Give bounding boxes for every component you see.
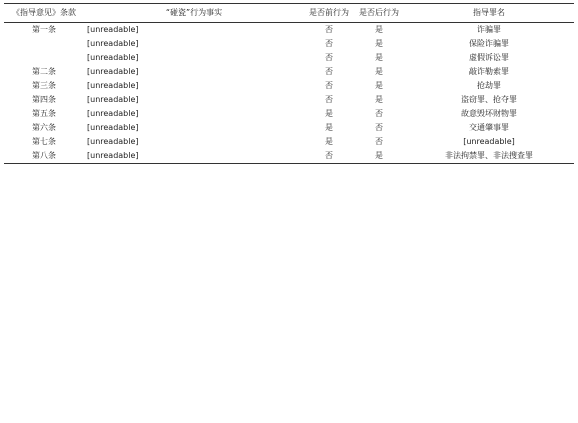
row-fact: [unreadable]	[87, 109, 139, 118]
table-row	[4, 107, 574, 121]
row-prior: 是	[325, 123, 333, 132]
article-table	[4, 3, 574, 164]
row-article: 第六条	[32, 123, 56, 132]
row-article: 第八条	[32, 151, 56, 160]
row-subsequent: 是	[375, 95, 383, 104]
row-charge: 故意毁坏财物罪	[461, 109, 517, 118]
row-subsequent: 是	[375, 67, 383, 76]
table-header	[4, 4, 574, 23]
row-prior: 否	[325, 95, 333, 104]
row-prior: 否	[325, 67, 333, 76]
row-subsequent: 否	[375, 123, 383, 132]
row-charge: 交通肇事罪	[469, 123, 509, 132]
row-prior: 是	[325, 137, 333, 146]
row-subsequent: 是	[375, 81, 383, 90]
row-subsequent: 是	[375, 25, 383, 34]
row-subsequent: 否	[375, 109, 383, 118]
header-subsequent: 是否后行为	[359, 8, 399, 17]
row-article: 第四条	[32, 95, 56, 104]
row-prior: 否	[325, 39, 333, 48]
row-prior: 否	[325, 53, 333, 62]
row-charge: 敲诈勒索罪	[469, 67, 509, 76]
header-charge: 指导罪名	[473, 8, 505, 17]
row-charge: 非法拘禁罪、非法搜查罪	[445, 151, 533, 160]
row-fact: [unreadable]	[87, 151, 139, 160]
row-prior: 否	[325, 81, 333, 90]
table-row	[4, 135, 574, 149]
row-subsequent: 否	[375, 137, 383, 146]
row-prior: 是	[325, 109, 333, 118]
row-prior: 否	[325, 151, 333, 160]
row-article	[4, 51, 84, 65]
table-row	[4, 79, 574, 93]
row-article: 第七条	[32, 137, 56, 146]
table-row	[4, 149, 574, 164]
row-fact: [unreadable]	[87, 39, 139, 48]
header-article: 《指导意见》条款	[12, 8, 76, 17]
table-row	[4, 121, 574, 135]
table-row	[4, 93, 574, 107]
row-fact: [unreadable]	[87, 123, 139, 132]
row-article: 第五条	[32, 109, 56, 118]
table-row	[4, 37, 574, 51]
row-subsequent: 是	[375, 39, 383, 48]
row-article: 第三条	[32, 81, 56, 90]
row-charge: 保险诈骗罪	[469, 39, 509, 48]
row-fact: [unreadable]	[87, 137, 139, 146]
table-body	[4, 23, 574, 164]
row-charge: 抢劫罪	[477, 81, 501, 90]
row-article: 第一条	[32, 25, 56, 34]
row-fact: [unreadable]	[87, 81, 139, 90]
table-row	[4, 51, 574, 65]
table-row	[4, 23, 574, 38]
row-fact: [unreadable]	[87, 67, 139, 76]
row-prior: 否	[325, 25, 333, 34]
header-fact: “碰瓷”行为事实	[165, 8, 223, 17]
header-row	[4, 4, 574, 23]
table-container	[4, 3, 574, 164]
row-charge: 盗窃罪、抢夺罪	[461, 95, 517, 104]
row-charge: 诈骗罪	[477, 25, 501, 34]
row-article: 第二条	[32, 67, 56, 76]
row-fact: [unreadable]	[87, 95, 139, 104]
row-article	[4, 37, 84, 51]
table-row	[4, 65, 574, 79]
row-charge: 虚假诉讼罪	[469, 53, 509, 62]
row-fact: [unreadable]	[87, 25, 139, 34]
row-fact: [unreadable]	[87, 53, 139, 62]
row-charge: [unreadable]	[463, 137, 515, 146]
header-prior: 是否前行为	[309, 8, 349, 17]
row-subsequent: 是	[375, 151, 383, 160]
row-subsequent: 是	[375, 53, 383, 62]
